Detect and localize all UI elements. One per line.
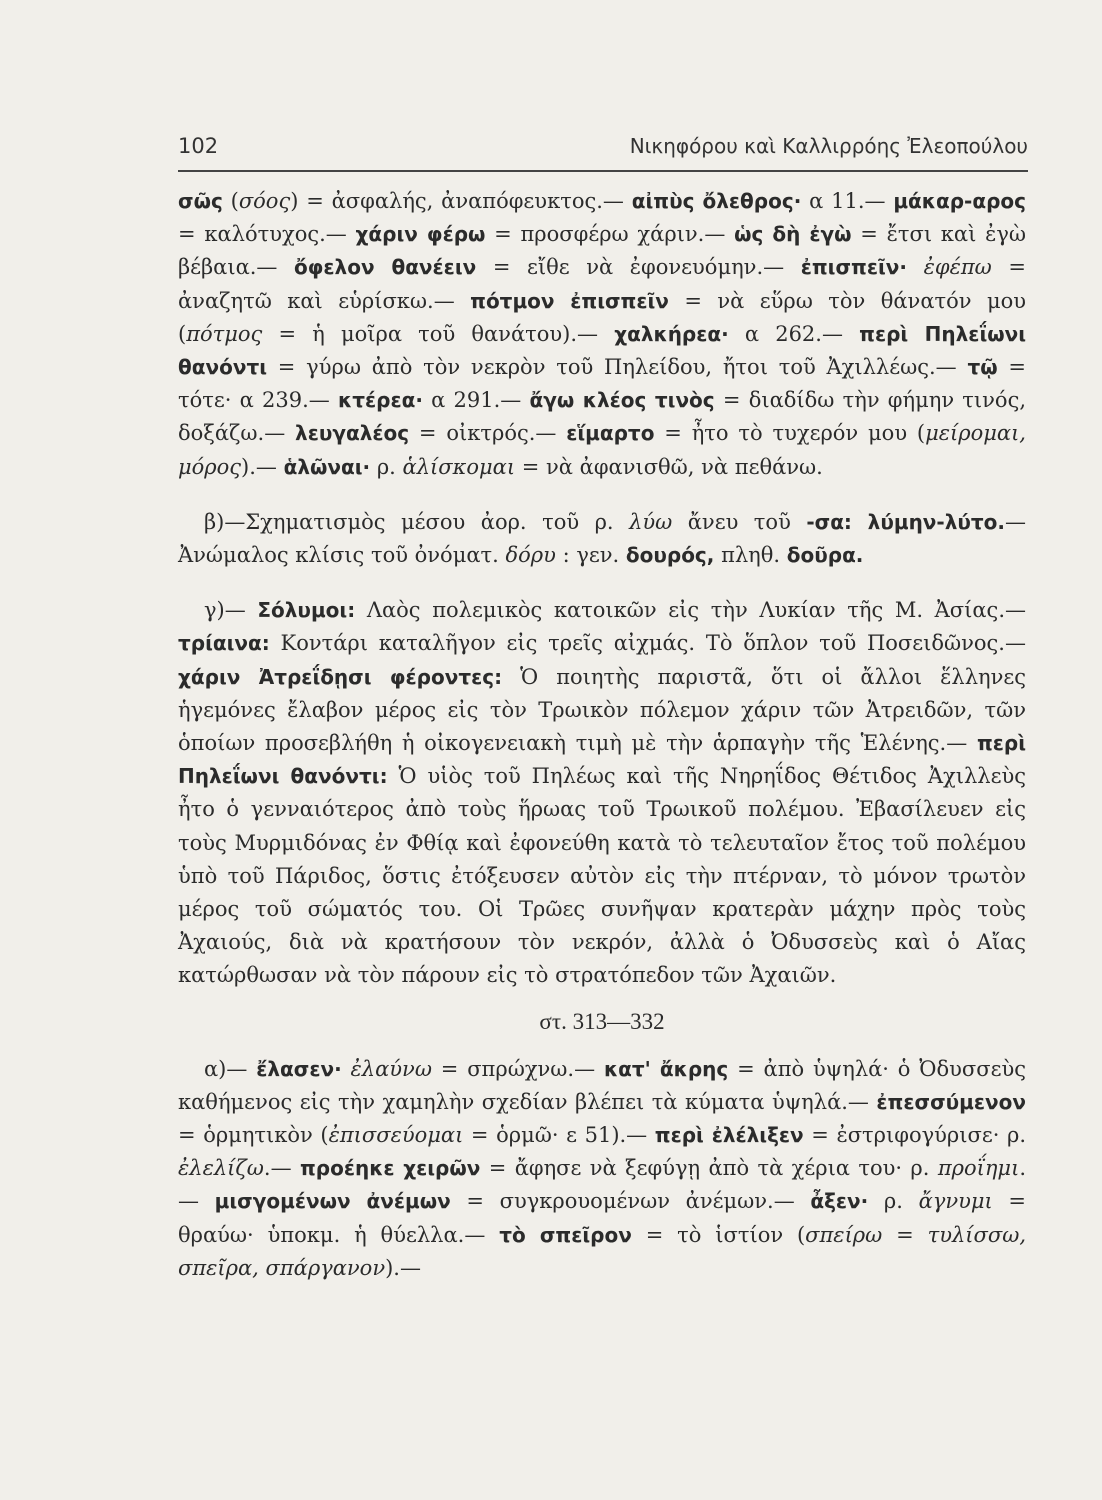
paragraph-beta: [178, 506, 1026, 572]
italic-word: ἐλαύνω: [350, 1056, 432, 1081]
gloss-text: ) = ἀσφαλής, ἀναπόφευκτος.—: [290, 189, 632, 213]
lemma-term: ἆξεν·: [810, 1189, 869, 1214]
lemma-term: μάκαρ-αρος: [893, 189, 1026, 213]
gloss-text: = εἴθε νὰ ἐφονευόμην.—: [476, 255, 801, 280]
lemma-term: ἄγω κλέος τινὸς: [529, 388, 715, 413]
gloss-text: = ἀναζητῶ καὶ εὑρίσκω.—: [178, 255, 1026, 313]
lemma-term: Σόλυμοι:: [257, 598, 356, 623]
gloss-text: πληθ.: [714, 543, 787, 568]
lemma-term: αἰπὺς ὄλεθρος·: [631, 189, 802, 213]
lemma-term: λευγαλέος: [295, 421, 410, 446]
lemma-term: δουρός,: [625, 543, 715, 568]
gloss-text: = ἡ μοῖρα τοῦ θανάτου).—: [262, 321, 615, 346]
gloss-text: Ὁ υἱὸς τοῦ Πηλέως καὶ τῆς Νηρηΐδος Θέτιδος Ἀχιλλεὺς ἦτο ὁ γενναιότερος ἀπὸ τοὺς ἥρωας τοῦ Τρωικοῦ πολέμου. Ἐβασίλευεν εἰς τοὺς Μυρμιδόνας ἐν Φθίᾳ καὶ ἐφονεύθη κατὰ τὸ τελευταῖον ἔτος τοῦ πολέμου ὑπὸ τοῦ Πάριδος, ὅστις ἐτόξευσεν αὐτὸν εἰς τὴν πτέρναν, τὸ μόνον τρωτὸν μέρος τοῦ σώματός του. Οἱ Τρῶες συνῆψαν κρατερὰν μάχην πρὸς τοὺς Ἀχαιούς, διὰ νὰ κρατήσουν τὸν νεκρόν, ἀλλὰ ὁ Ὀδυσσεὺς καὶ ὁ Αἴας κατώρθωσαν νὰ τὸν πάρουν εἰς τὸ στρατόπεδον τῶν Ἀχαιῶν.: [178, 764, 1026, 988]
lemma-term: ἐπεσσύμενον: [876, 1089, 1026, 1114]
gloss-text: = ὁρμητικὸν (: [178, 1123, 329, 1148]
lemma-term: σῶς: [178, 189, 223, 213]
lemma-term: εἵμαρτο: [566, 421, 655, 446]
gloss-text: = καλότυχος.—: [178, 222, 356, 247]
gloss-text: ρ.: [868, 1189, 919, 1214]
gloss-text: = τότε· α 239.—: [178, 355, 1026, 413]
gloss-text: ρ.: [370, 454, 403, 479]
gloss-text: (: [222, 189, 239, 213]
italic-word: σπείρω: [805, 1222, 883, 1247]
gloss-text: ἄνευ τοῦ: [672, 509, 807, 534]
gloss-text: = οἰκτρός.—: [409, 421, 567, 446]
gloss-text: : γεν.: [555, 543, 626, 568]
gloss-text: = νὰ ἀφανισθῶ, νὰ πεθάνω.: [515, 454, 823, 479]
header-rule: [178, 170, 1028, 172]
gloss-text: = ἀπὸ ὑψηλά· ὁ Ὀδυσσεὺς καθήμενος εἰς τὴν χαμηλὴν σχεδίαν βλέπει τὰ κύματα ὑψηλά.—: [178, 1056, 1026, 1114]
gloss-text: β)—Σχηματισμὸς μέσου ἀορ. τοῦ ρ.: [204, 509, 630, 534]
gloss-text: = προσφέρω χάριν.—: [485, 222, 735, 247]
lemma-term: ὡς δὴ ἐγὼ: [734, 222, 852, 247]
gloss-text: = τὸ ἱστίον (: [631, 1222, 806, 1247]
lemma-term: τρίαινα:: [178, 631, 270, 656]
gloss-text: = ὁρμῶ· ε 51).—: [463, 1123, 655, 1148]
gloss-text: α)—: [204, 1056, 257, 1081]
gloss-text: .—: [178, 1156, 1026, 1214]
italic-word: ἐλελίζω: [178, 1156, 264, 1181]
page-body: [178, 185, 1026, 1285]
lemma-term: περὶ Πηλεΐωνι θανόντι: [178, 321, 1026, 380]
lemma-term: ὄφελον θανέειν: [294, 255, 477, 280]
page-header: [178, 128, 1028, 164]
gloss-text: [907, 255, 924, 279]
gloss-text: = νὰ εὕρω τὸν θάνατόν μου (: [178, 288, 1027, 346]
lemma-term: δοῦρα.: [786, 543, 864, 568]
gloss-text: = θραύω· ὑποκμ. ἡ θύελλα.—: [178, 1189, 1026, 1247]
running-title: Νικηφόρου καὶ Καλλιρρόης Ἐλεοπούλου: [629, 134, 1028, 158]
gloss-text: Κοντάρι καταλῆγον εἰς τρεῖς αἰχμάς. Τὸ ὅπλον τοῦ Ποσειδῶνος.—: [269, 631, 1026, 656]
paragraph-alpha-313: [178, 1053, 1026, 1285]
gloss-text: γ)—: [204, 598, 258, 623]
lemma-term: χαλκήρεα·: [614, 321, 729, 346]
lemma-term: περὶ ἐλέλιξεν: [654, 1123, 804, 1148]
italic-word: πότμος: [186, 321, 263, 346]
gloss-text: [342, 1057, 351, 1081]
gloss-text: = ἄφησε νὰ ξεφύγῃ ἀπὸ τὰ χέρια του· ρ.: [480, 1156, 938, 1181]
gloss-text: .—: [263, 1156, 300, 1181]
italic-word: λύω: [629, 509, 673, 534]
lemma-term: τὸ σπεῖρον: [499, 1222, 632, 1247]
gloss-text: = ἐστριφογύρισε· ρ.: [803, 1123, 1027, 1148]
lemma-term: ἁλῶναι·: [283, 454, 371, 479]
gloss-text: ).—: [385, 1255, 421, 1280]
gloss-text: = ἦτο τὸ τυχερόν μου (: [654, 421, 926, 446]
gloss-text: Λαὸς πολεμικὸς κατοικῶν εἰς τὴν Λυκίαν τῆς Μ. Ἀσίας.—: [355, 598, 1026, 623]
lemma-term: ἔλασεν·: [256, 1056, 342, 1081]
paragraph-notes-alpha: [178, 185, 1026, 484]
gloss-text: α 11.—: [801, 189, 894, 213]
gloss-text: = ἔτσι καὶ ἐγὼ βέβαια.—: [178, 222, 1027, 280]
italic-word: ἐπισσεύομαι: [328, 1123, 464, 1148]
gloss-text: α 262.—: [728, 321, 860, 346]
italic-word: ἄγνυμι: [918, 1189, 993, 1214]
gloss-text: = διαδίδω τὴν φήμην τινός, δοξάζω.—: [178, 388, 1027, 446]
gloss-text: = συγκρουομένων ἀνέμων.—: [450, 1189, 811, 1214]
lemma-term: χάριν Ἀτρεΐδῃσι φέροντες:: [178, 664, 503, 689]
italic-word: προΐημι: [937, 1156, 1020, 1181]
italic-word: ἁλίσκομαι: [402, 454, 516, 479]
lemma-term: ἐπισπεῖν·: [800, 255, 908, 280]
italic-word: σόος: [238, 189, 291, 213]
gloss-text: =: [882, 1222, 928, 1247]
lemma-term: πότμον ἐπισπεῖν: [470, 288, 669, 313]
italic-word: δόρυ: [505, 543, 556, 568]
italic-word: μείρομαι, μόρος: [178, 421, 1026, 479]
italic-word: τυλίσσω, σπεῖρα, σπάργανον: [178, 1222, 1027, 1280]
lemma-term: κατ' ἄκρης: [603, 1056, 729, 1081]
lemma-term: κτέρεα·: [338, 388, 423, 413]
gloss-text: ).—: [241, 454, 284, 479]
gloss-text: Ὁ ποιητὴς παριστᾶ, ὅτι οἱ ἄλλοι ἕλληνες ἡγεμόνες ἔλαβον μέρος εἰς τὸν Τρωικὸν πόλεμον χάριν τῶν Ἀτρειδῶν, τῶν ὁποίων προσεβλήθη ἡ οἰκογενειακὴ τιμὴ μὲ τὴν ἁρπαγὴν τῆς Ἑλένης.—: [178, 664, 1026, 756]
paragraph-gamma: [178, 594, 1026, 992]
gloss-text: = γύρω ἀπὸ τὸν νεκρὸν τοῦ Πηλείδου, ἤτοι τοῦ Ἀχιλλέως.—: [267, 355, 968, 380]
lemma-term: μισγομένων ἀνέμων: [214, 1189, 451, 1214]
gloss-text: — Ἀνώμαλος κλίσις τοῦ ὀνόματ.: [178, 509, 1026, 568]
lemma-term: προέηκε χειρῶν: [299, 1156, 481, 1181]
gloss-text: = σπρώχνω.—: [431, 1056, 604, 1081]
lemma-term: περὶ Πηλεΐωνι θανόντι:: [178, 731, 1026, 789]
section-heading: στ. 313—332: [539, 1008, 665, 1034]
lemma-term: τῷ: [967, 355, 998, 380]
italic-word: ἐφέπω: [923, 255, 992, 280]
gloss-text: α 291.—: [422, 388, 530, 413]
page-number: 102: [178, 134, 219, 158]
lemma-term: χάριν φέρω: [355, 222, 486, 247]
lemma-term: -σα: λύμην-λύτο.: [806, 509, 1005, 534]
